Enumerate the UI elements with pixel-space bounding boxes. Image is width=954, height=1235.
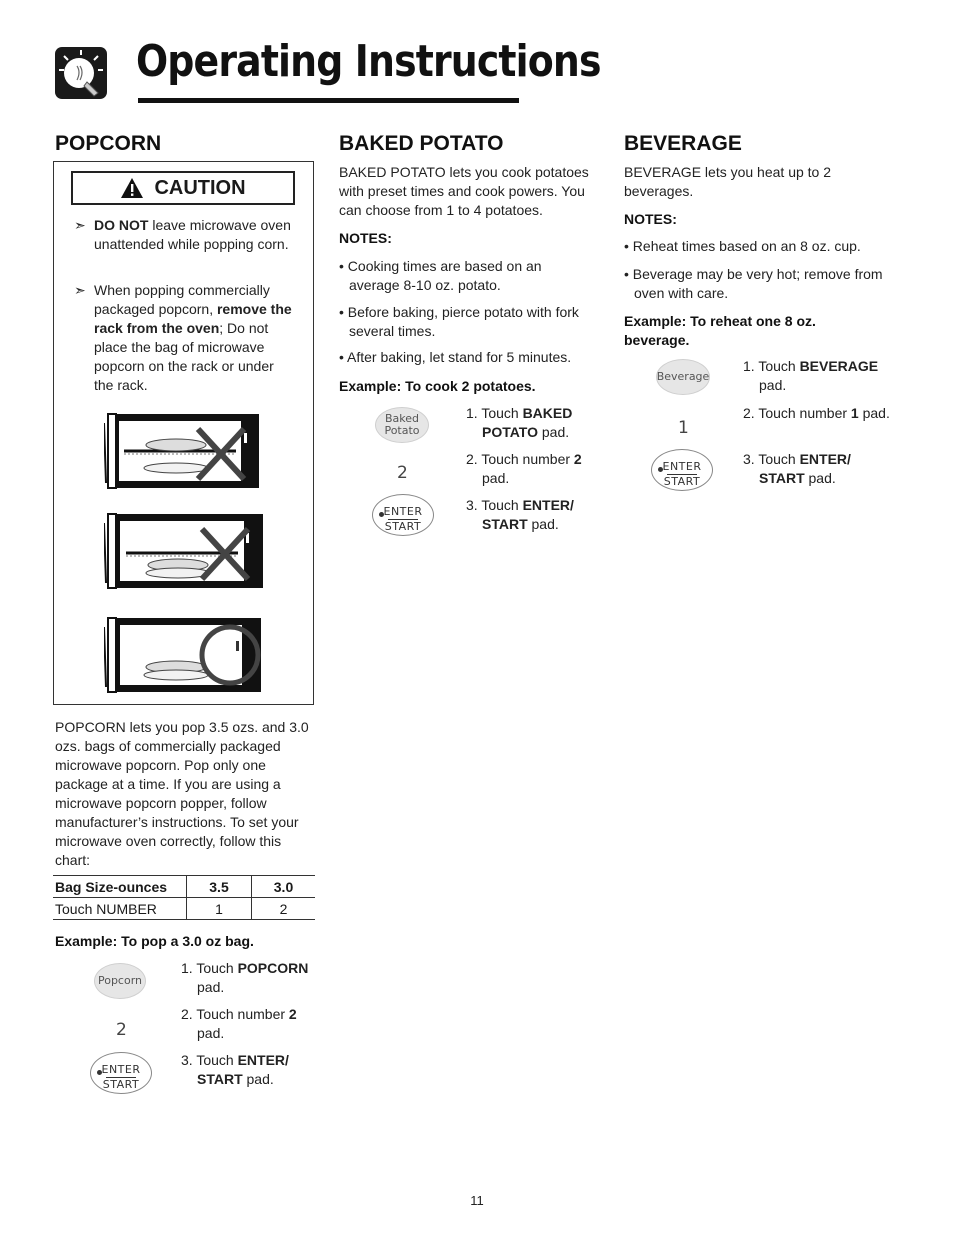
table-header-cell: Bag Size-ounces xyxy=(53,876,187,898)
baked-potato-note: • Cooking times are based on an average 8-10 oz. potato. xyxy=(339,258,542,293)
beverage-intro: BEVERAGE lets you heat up to 2 beverages. xyxy=(624,164,832,199)
table-row xyxy=(53,898,315,920)
number-pad-1[interactable]: 1 xyxy=(678,418,689,438)
enter-start-pad[interactable]: ENTER START xyxy=(372,494,434,536)
bag-size-table xyxy=(53,875,315,920)
beverage-note: • Reheat times based on an 8 oz. cup. xyxy=(624,238,861,254)
table-header-cell: 3.5 xyxy=(187,876,252,898)
popcorn-step-1: 1. Touch POPCORN pad. xyxy=(181,960,309,995)
table-cell: Touch NUMBER xyxy=(53,898,187,920)
caution-label: CAUTION xyxy=(154,176,246,199)
beverage-pad-label: Beverage xyxy=(656,370,710,383)
beverage-step-3: 3. Touch ENTER/ START pad. xyxy=(743,451,851,486)
beverage-notes-label: NOTES: xyxy=(624,211,677,227)
baked-potato-intro: BAKED POTATO lets you cook potatoes with preset times and cook powers. You can choose from 1 to 4 potatoes. xyxy=(339,164,589,218)
popcorn-pad-label: Popcorn xyxy=(97,974,143,987)
title-rule xyxy=(138,98,519,103)
arrow-bullet-icon: ➣ xyxy=(74,282,86,298)
baked-potato-pad[interactable] xyxy=(375,407,429,443)
baked-potato-notes-label: NOTES: xyxy=(339,230,392,246)
caution-item-1: ➣ DO NOT leave microwave oven unattended while popping corn. xyxy=(74,217,291,252)
baked-potato-heading: BAKED POTATO xyxy=(339,132,504,155)
microwave-diagram-wrong-on-rack xyxy=(104,413,260,491)
enter-start-pad[interactable]: ENTER START xyxy=(90,1052,152,1094)
table-header-row xyxy=(53,876,315,898)
popcorn-example: Example: To pop a 3.0 oz bag. xyxy=(55,933,254,949)
microwave-diagram-correct xyxy=(104,617,262,695)
beverage-heading: BEVERAGE xyxy=(624,132,742,155)
number-pad-2[interactable]: 2 xyxy=(116,1020,127,1040)
baked-potato-step-1: 1. Touch BAKED POTATO pad. xyxy=(466,405,573,440)
popcorn-pad[interactable] xyxy=(94,963,146,999)
warning-triangle-icon xyxy=(120,177,144,199)
page-title: Operating Instructions xyxy=(136,36,601,87)
beverage-step-2: 2. Touch number 1 pad. xyxy=(743,405,890,421)
baked-potato-note: • After baking, let stand for 5 minutes. xyxy=(339,349,572,365)
caution-title xyxy=(71,171,295,205)
microwave-diagram-wrong-under-rack xyxy=(104,513,264,591)
table-header-cell: 3.0 xyxy=(252,876,316,898)
table-cell: 2 xyxy=(252,898,316,920)
arrow-bullet-icon: ➣ xyxy=(74,217,86,233)
baked-potato-note: • Before baking, pierce potato with fork several times. xyxy=(339,304,579,339)
table-cell: 1 xyxy=(187,898,252,920)
enter-start-pad[interactable]: ENTER START xyxy=(651,449,713,491)
baked-potato-pad-label: Baked xyxy=(384,412,419,425)
beverage-pad[interactable] xyxy=(656,359,710,395)
popcorn-intro: POPCORN lets you pop 3.5 ozs. and 3.0 ozs. bags of commercially packaged microwave popcorn. Pop only one package at a time. If you are using a microwave popcorn popper, follow manufacturer’s instructions. To set your microwave oven correctly, follow this chart: xyxy=(55,719,309,868)
popcorn-step-3: 3. Touch ENTER/ START pad. xyxy=(181,1052,289,1087)
popcorn-heading: POPCORN xyxy=(55,132,162,155)
beverage-step-1: 1. Touch BEVERAGE pad. xyxy=(743,358,879,393)
baked-potato-step-3: 3. Touch ENTER/ START pad. xyxy=(466,497,574,532)
page-number: 11 xyxy=(470,1193,484,1208)
baked-potato-example: Example: To cook 2 potatoes. xyxy=(339,378,536,394)
caution-item-2: ➣ When popping commercially packaged popcorn, remove the rack from the oven; Do not place the bag of microwave popcorn on the rack or under the rack. xyxy=(74,282,292,393)
baked-potato-step-2: 2. Touch number 2 pad. xyxy=(466,451,582,486)
baked-potato-pad-label: Potato xyxy=(384,424,420,437)
beverage-example: Example: To reheat one 8 oz. beverage. xyxy=(624,313,816,348)
beverage-note: • Beverage may be very hot; remove from oven with care. xyxy=(624,266,883,301)
popcorn-step-2: 2. Touch number 2 pad. xyxy=(181,1006,297,1041)
number-pad-2[interactable]: 2 xyxy=(397,463,408,483)
lightbulb-icon xyxy=(54,46,108,100)
